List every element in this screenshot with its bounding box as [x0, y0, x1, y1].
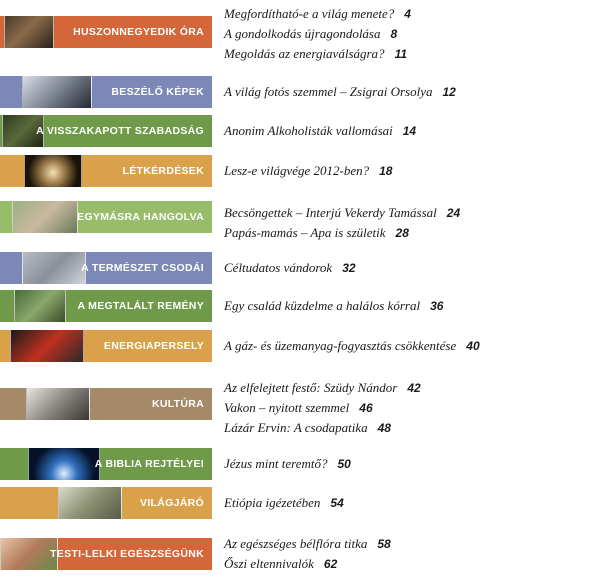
entry-title: Becsöngettek – Interjú Vekerdy Tamással	[224, 205, 437, 220]
toc-entry[interactable]	[224, 336, 480, 356]
category-label: KULTÚRA	[151, 398, 204, 410]
entry-page-number: 18	[379, 164, 393, 178]
entry-page-number: 28	[395, 226, 409, 240]
entry-title: Céltudatos vándorok	[224, 260, 333, 275]
category-label: BESZÉLŐ KÉPEK	[111, 86, 204, 98]
category-band	[0, 388, 212, 420]
entry-title: Az elfelejtett festő: Szüdy Nándor	[224, 380, 398, 395]
toc-entry[interactable]	[224, 493, 344, 513]
entry-page-number: 50	[337, 457, 351, 471]
toc-entry[interactable]	[224, 161, 392, 181]
entry-page-number: 14	[402, 124, 417, 138]
entry-title: A világ fotós szemmel – Zsigrai Orsolya	[224, 84, 433, 99]
entry-title: Papás-mamás – Apa is születik	[224, 225, 386, 240]
entry-list	[224, 258, 356, 278]
category-label: A MEGTALÁLT REMÉNY	[77, 300, 204, 312]
category-label: ENERGIAPERSELY	[103, 340, 204, 352]
category-band	[0, 16, 212, 48]
toc-entry[interactable]	[224, 203, 460, 223]
toc-entry[interactable]	[224, 121, 416, 141]
category-label: EGYMÁSRA HANGOLVA	[77, 211, 204, 223]
entry-list	[224, 493, 344, 513]
category-label: A TERMÉSZET CSODÁI	[81, 262, 204, 274]
entry-list	[224, 296, 443, 316]
entry-title: Egy család küzdelme a halálos kórral	[224, 298, 421, 313]
entry-page-number: 54	[330, 496, 344, 510]
category-band	[0, 487, 212, 519]
category-band	[0, 290, 212, 322]
entry-list	[224, 82, 456, 102]
toc-entry[interactable]	[224, 554, 391, 574]
category-band	[0, 155, 212, 187]
entry-page-number: 4	[404, 7, 411, 21]
category-band	[0, 201, 212, 233]
toc-entry[interactable]	[224, 258, 356, 278]
toc-entry[interactable]	[224, 223, 460, 243]
toc-entry[interactable]	[224, 296, 443, 316]
entry-title: Jézus mint teremtő?	[224, 456, 328, 471]
entry-page-number: 36	[430, 299, 444, 313]
toc-entry[interactable]	[224, 534, 391, 554]
entry-page-number: 58	[377, 537, 391, 551]
toc-entry[interactable]	[224, 24, 411, 44]
entry-title: A gáz- és üzemanyag-fogyasztás csökkentése	[224, 338, 457, 353]
entry-page-number: 24	[446, 206, 461, 220]
entry-list	[224, 378, 421, 438]
entry-list	[224, 161, 392, 181]
portrait-photo	[26, 388, 90, 420]
birds-photo	[22, 252, 86, 284]
entry-title: Az egészséges bélflóra titka	[224, 536, 368, 551]
entry-title: Etiópia igézetében	[224, 495, 321, 510]
category-label: TESTI-LELKI EGÉSZSÉGÜNK	[50, 548, 204, 560]
entry-page-number: 62	[323, 557, 338, 571]
toc-entry[interactable]	[224, 454, 351, 474]
entry-page-number: 32	[342, 261, 356, 275]
planet-photo	[24, 155, 82, 187]
category-band	[0, 115, 212, 147]
category-band	[0, 538, 212, 570]
category-band	[0, 252, 212, 284]
dashboard-photo	[10, 330, 84, 362]
entry-page-number: 12	[442, 85, 456, 99]
entry-title: Megfordítható-e a világ menete?	[224, 6, 395, 21]
toc-entry[interactable]	[224, 418, 421, 438]
family-photo	[12, 201, 78, 233]
entry-title: Lázár Ervin: A csodapatika	[224, 420, 368, 435]
traveller-photo	[58, 487, 122, 519]
category-label: A VISSZAKAPOTT SZABADSÁG	[36, 125, 204, 137]
toc-entry[interactable]	[224, 4, 411, 24]
entry-title: Lesz-e világvége 2012-ben?	[224, 163, 370, 178]
category-band	[0, 330, 212, 362]
entry-title: Megoldás az energiaválságra?	[224, 46, 385, 61]
toc-entry[interactable]	[224, 44, 411, 64]
couple-photo	[14, 290, 66, 322]
entry-title: Őszi eltennivalók	[224, 556, 314, 571]
entry-list	[224, 4, 411, 64]
entry-page-number: 46	[359, 401, 373, 415]
entry-title: Anonim Alkoholisták vallomásai	[224, 123, 393, 138]
category-band	[0, 76, 212, 108]
entry-title: A gondolkodás újragondolása	[224, 26, 381, 41]
toc-entry[interactable]	[224, 378, 421, 398]
entry-list	[224, 534, 391, 574]
entry-list	[224, 203, 460, 243]
earth-photo	[28, 448, 100, 480]
toc-entry[interactable]	[224, 82, 456, 102]
entry-page-number: 40	[466, 339, 480, 353]
entry-page-number: 8	[390, 27, 398, 41]
entry-page-number: 42	[407, 381, 421, 395]
entry-title: Vakon – nyitott szemmel	[224, 400, 350, 415]
entry-page-number: 48	[377, 421, 391, 435]
category-label: HUSZONNEGYEDIK ÓRA	[73, 26, 204, 38]
category-label: LÉTKÉRDÉSEK	[122, 165, 204, 177]
swan-photo	[22, 76, 92, 108]
toc-entry[interactable]	[224, 398, 421, 418]
entry-list	[224, 336, 480, 356]
entry-list	[224, 454, 351, 474]
category-label: A BIBLIA REJTÉLYEI	[94, 458, 204, 470]
category-label: VILÁGJÁRÓ	[140, 497, 204, 509]
category-band	[0, 448, 212, 480]
entry-page-number: 11	[394, 47, 408, 61]
children-photo	[4, 16, 54, 48]
entry-list	[224, 121, 416, 141]
